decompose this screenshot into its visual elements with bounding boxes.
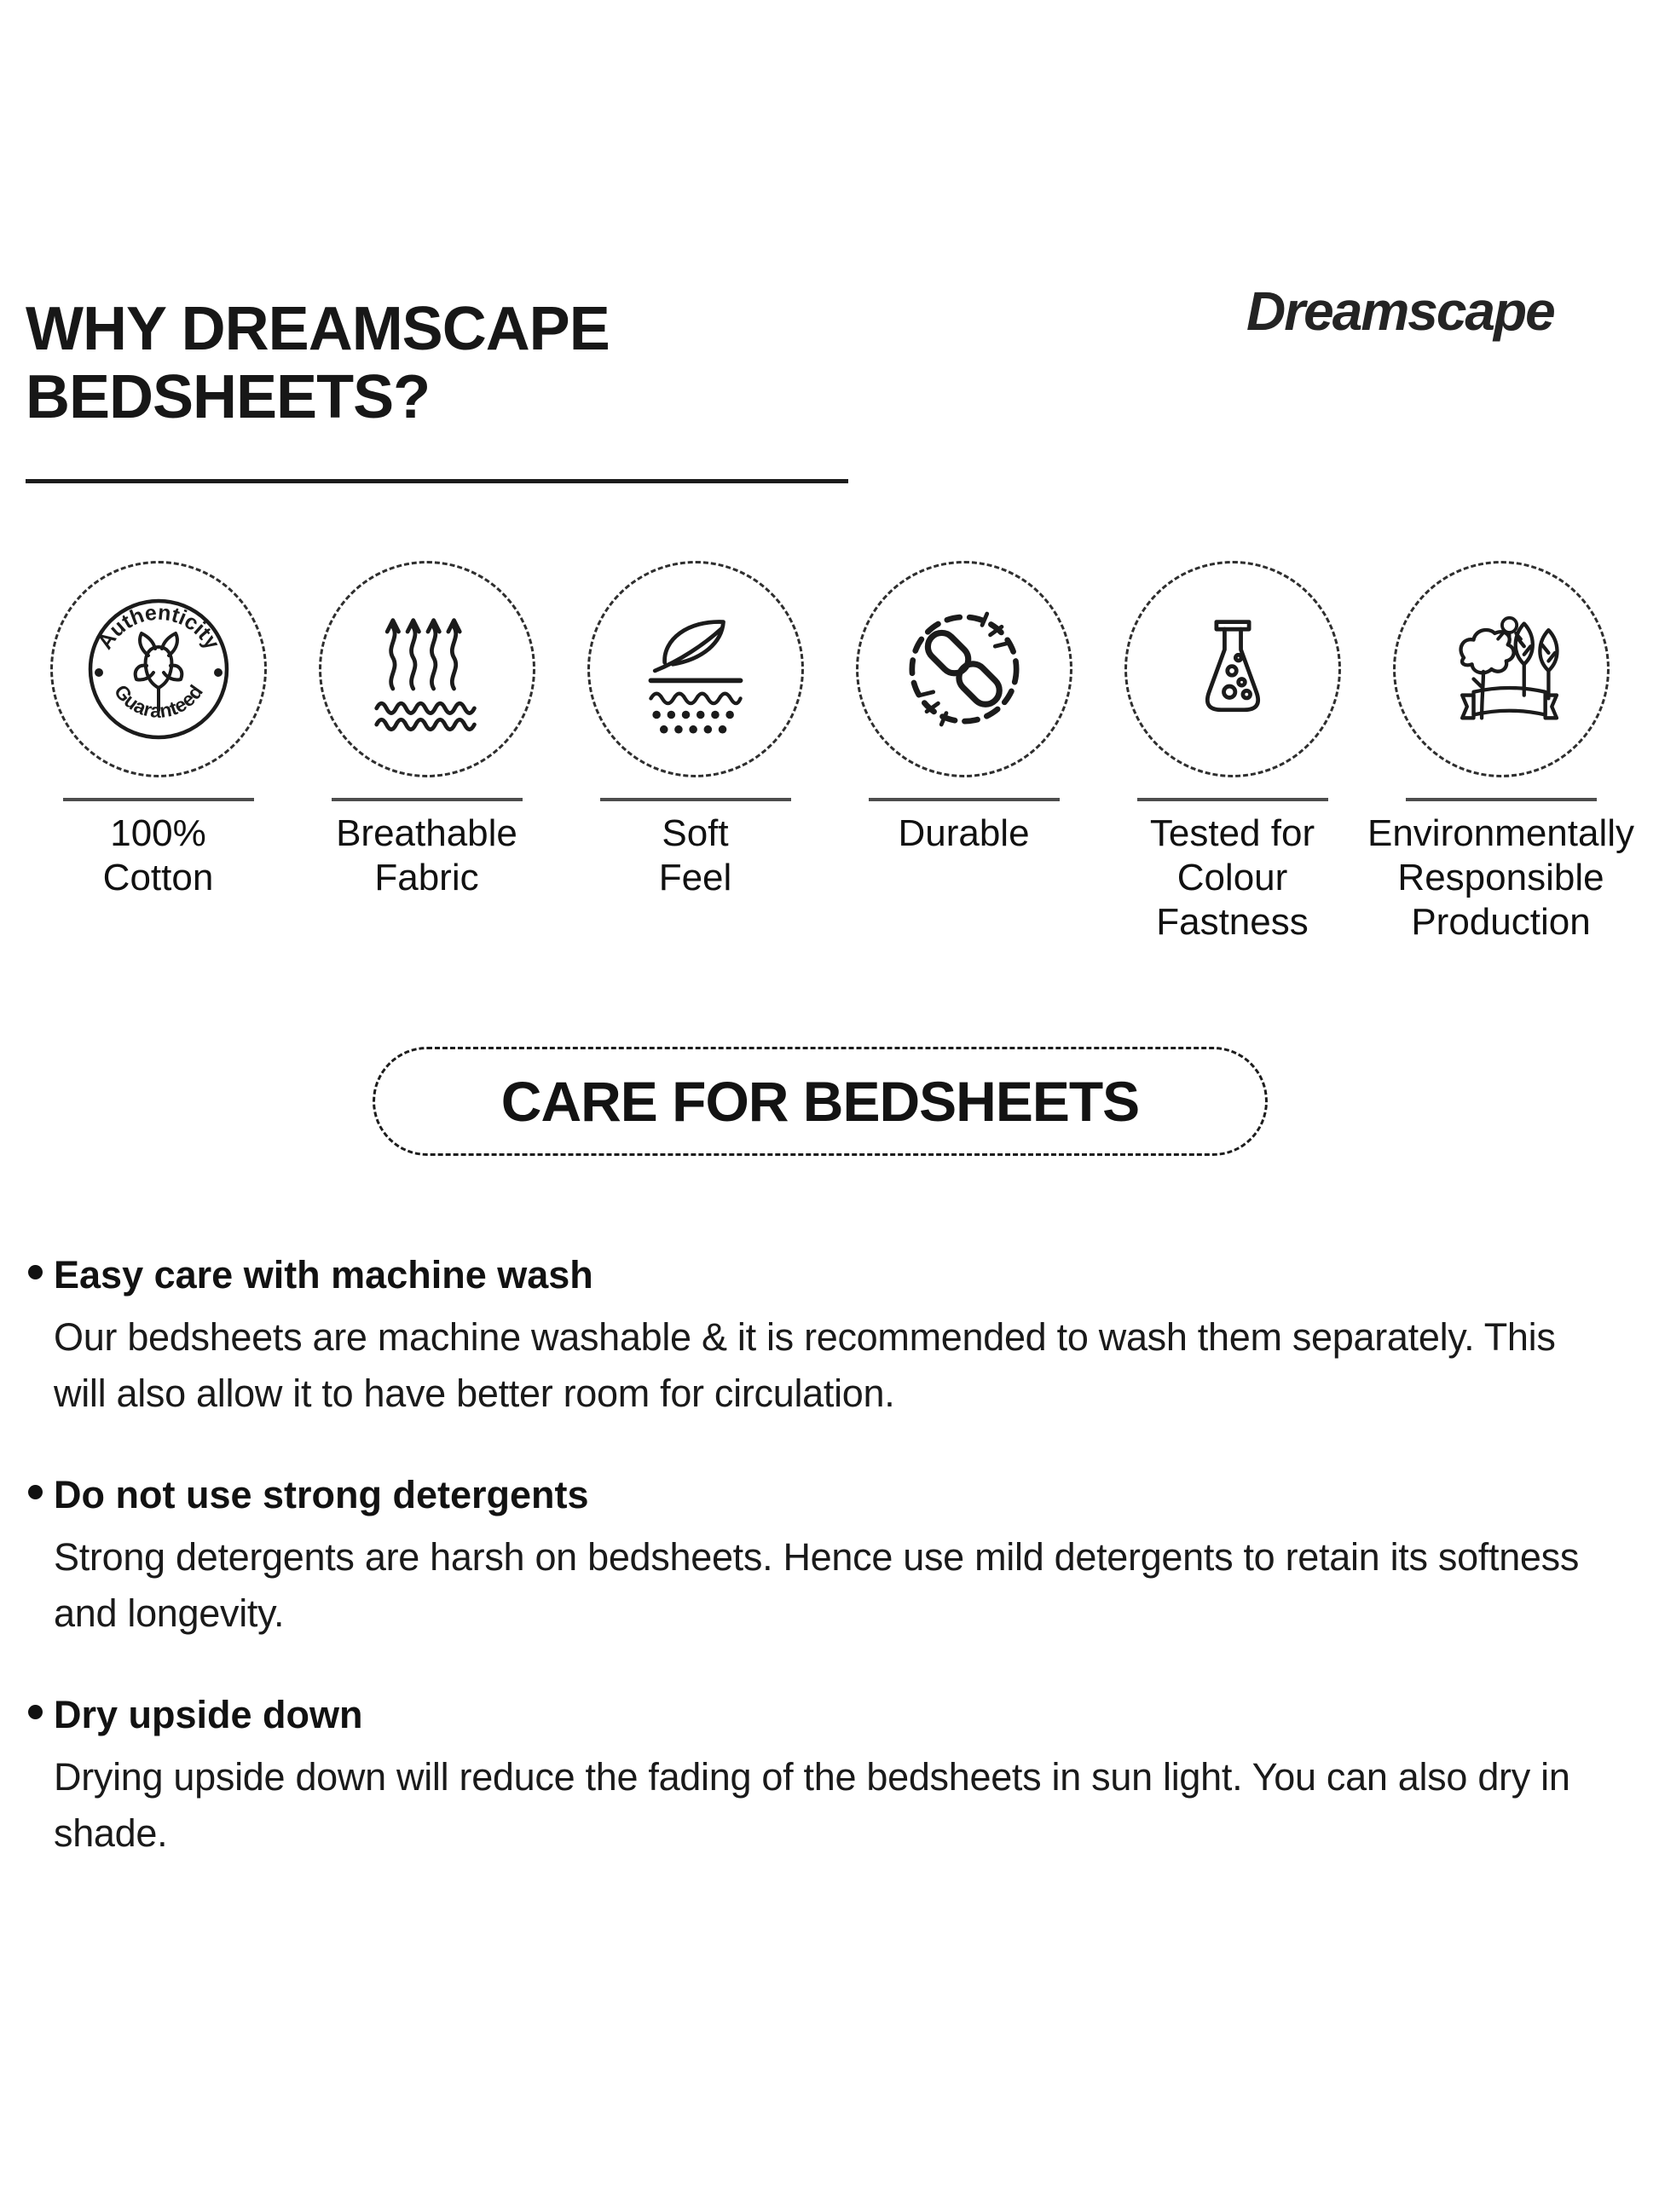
care-heading: CARE FOR BEDSHEETS bbox=[500, 1070, 1140, 1133]
feature-label-line: Fabric bbox=[374, 857, 479, 898]
feature-100-cotton bbox=[24, 561, 292, 944]
feature-label-line: Breathable bbox=[336, 812, 517, 854]
list-item bbox=[28, 1471, 1581, 1642]
feature-label-line: Colour bbox=[1176, 857, 1288, 898]
breathable-fabric-icon bbox=[319, 561, 535, 777]
feature-label bbox=[659, 811, 732, 900]
page-title-line1: WHY DREAMSCAPE bbox=[26, 295, 610, 363]
list-item bbox=[28, 1691, 1581, 1862]
feature-environment bbox=[1367, 561, 1635, 944]
bullet-dot bbox=[28, 1705, 43, 1719]
bullet-title: Easy care with machine wash bbox=[54, 1253, 593, 1297]
feature-soft-feel bbox=[561, 561, 830, 944]
soft-dots bbox=[652, 711, 734, 734]
feature-label-line: Durable bbox=[898, 812, 1030, 854]
banner-ribbon bbox=[1462, 688, 1557, 718]
feature-label-line: Fastness bbox=[1156, 901, 1309, 943]
bullet-dot bbox=[28, 1485, 43, 1499]
bullet-dot bbox=[28, 1265, 43, 1279]
feature-divider bbox=[332, 798, 523, 801]
feature-divider bbox=[1137, 798, 1328, 801]
feature-label-line: Environmentally bbox=[1367, 812, 1635, 854]
durable-chain-icon bbox=[856, 561, 1072, 777]
environment-trees-icon bbox=[1393, 561, 1610, 777]
list-item bbox=[28, 1251, 1581, 1422]
feature-row bbox=[24, 561, 1635, 944]
colour-fastness-flask-icon bbox=[1124, 561, 1341, 777]
bullet-body: Drying upside down will reduce the fading of the bedsheets in sun light. You can also dry in shade. bbox=[54, 1755, 1570, 1855]
feature-label-line: Cotton bbox=[102, 857, 214, 898]
bullet-body: Our bedsheets are machine washable & it is recommended to wash them separately. This will also allow it to have better room for circulation. bbox=[54, 1315, 1556, 1415]
feature-colour-fastness bbox=[1098, 561, 1367, 944]
feature-divider bbox=[1406, 798, 1597, 801]
bullet-title: Do not use strong detergents bbox=[54, 1473, 589, 1516]
care-bullet-list bbox=[28, 1251, 1581, 1911]
feature-durable bbox=[830, 561, 1098, 944]
badge-bottom-text: Guaranteed bbox=[109, 680, 207, 722]
brand-logo: Dreamscape bbox=[1246, 280, 1554, 342]
bullet-title: Dry upside down bbox=[54, 1693, 363, 1736]
feature-label-line: Tested for bbox=[1149, 812, 1315, 854]
badge-top-text: Authenticity bbox=[92, 600, 224, 654]
feature-label-line: 100% bbox=[110, 812, 206, 854]
soft-feel-icon bbox=[587, 561, 804, 777]
feature-label bbox=[898, 811, 1029, 856]
title-underline bbox=[26, 479, 848, 483]
feature-label bbox=[1150, 811, 1315, 944]
feature-breathable-fabric bbox=[292, 561, 561, 944]
page-title bbox=[26, 295, 610, 431]
feature-label-line: Responsible bbox=[1397, 857, 1604, 898]
page-title-line2: BEDSHEETS? bbox=[26, 363, 431, 431]
feature-divider bbox=[600, 798, 791, 801]
feature-label bbox=[1367, 811, 1634, 944]
feature-divider bbox=[63, 798, 254, 801]
feature-label bbox=[103, 811, 214, 900]
bullet-body: Strong detergents are harsh on bedsheets. Hence use mild detergents to retain its softness and longevity. bbox=[54, 1535, 1580, 1635]
feature-label-line: Production bbox=[1411, 901, 1591, 943]
authenticity-badge-icon bbox=[50, 561, 267, 777]
care-heading-pill bbox=[373, 1047, 1268, 1156]
feature-label-line: Soft bbox=[662, 812, 729, 854]
feature-divider bbox=[869, 798, 1060, 801]
feature-label bbox=[336, 811, 517, 900]
feature-label-line: Feel bbox=[658, 857, 732, 898]
